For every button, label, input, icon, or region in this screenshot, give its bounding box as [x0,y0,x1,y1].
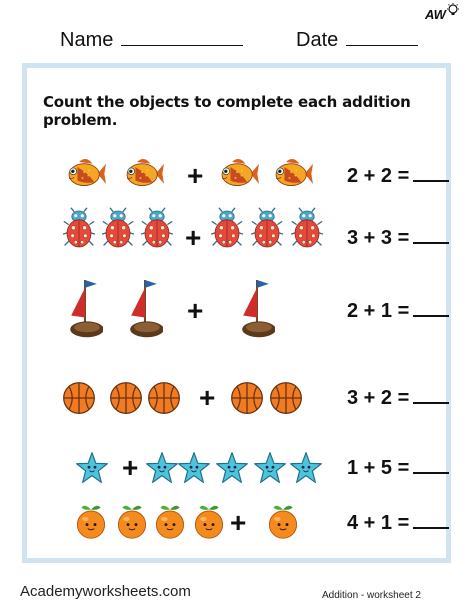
lightbulb-icon [447,3,459,17]
date-label: Date [296,29,339,51]
answer-blank[interactable] [413,511,449,529]
starfish-icon [177,451,211,490]
equation-text: 2 + 2 = [347,165,410,187]
starfish-icon [145,451,179,490]
plus-sign: + [230,507,247,538]
starfish-icon [253,451,287,490]
equation [347,151,449,201]
orange-icon [116,503,148,545]
equation-text: 2 + 1 = [347,300,410,322]
orange-icon [193,503,225,545]
answer-blank[interactable] [413,226,449,244]
problem-row [27,151,446,201]
fish-icon [271,157,313,196]
plus-sign: + [185,222,202,253]
name-field[interactable] [60,27,243,52]
equation [347,443,449,493]
answer-blank[interactable] [413,456,449,474]
problem-row [27,373,446,423]
plus-sign: + [187,295,204,326]
fish-icon [122,157,164,196]
footer-sheet-title: Addition - worksheet 2 [322,590,421,601]
starfish-icon [215,451,249,490]
logo-text: AW [425,7,446,22]
ladybug-icon [291,207,323,255]
equation-text: 3 + 3 = [347,227,410,249]
answer-blank[interactable] [413,164,449,182]
answer-blank[interactable] [413,386,449,404]
basketball-icon [269,381,303,420]
ladybug-icon [63,207,95,255]
plus-sign: + [187,160,204,191]
name-blank-line[interactable] [121,27,243,46]
equation-text: 1 + 5 = [347,457,410,479]
sailboat-icon [239,278,275,344]
answer-blank[interactable] [413,299,449,317]
sailboat-icon [127,278,163,344]
ladybug-icon [141,207,173,255]
date-field[interactable] [296,27,418,52]
equation [347,286,449,336]
fish-icon [64,157,106,196]
ladybug-icon [211,207,243,255]
fish-icon [217,157,259,196]
footer-site: Academyworksheets.com [20,583,191,600]
orange-icon [75,503,107,545]
instructions: Count the objects to complete each addition problem. [43,93,411,129]
problem-row [27,498,446,548]
orange-icon [154,503,186,545]
equation-text: 4 + 1 = [347,512,410,534]
worksheet-frame [22,63,451,563]
plus-sign: + [122,452,139,483]
basketball-icon [62,381,96,420]
basketball-icon [109,381,143,420]
basketball-icon [230,381,264,420]
problem-row [27,286,446,336]
equation [347,213,449,263]
equation [347,373,449,423]
starfish-icon [75,451,109,490]
orange-icon [267,503,299,545]
starfish-icon [289,451,323,490]
worksheet-panel [27,68,446,558]
name-label: Name [60,29,114,51]
basketball-icon [147,381,181,420]
ladybug-icon [102,207,134,255]
sailboat-icon [67,278,103,344]
problem-row [27,213,446,263]
plus-sign: + [199,382,216,413]
ladybug-icon [251,207,283,255]
date-blank-line[interactable] [346,27,418,46]
equation-text: 3 + 2 = [347,387,410,409]
problem-row [27,443,446,493]
equation [347,498,449,548]
academy-logo [425,7,446,22]
